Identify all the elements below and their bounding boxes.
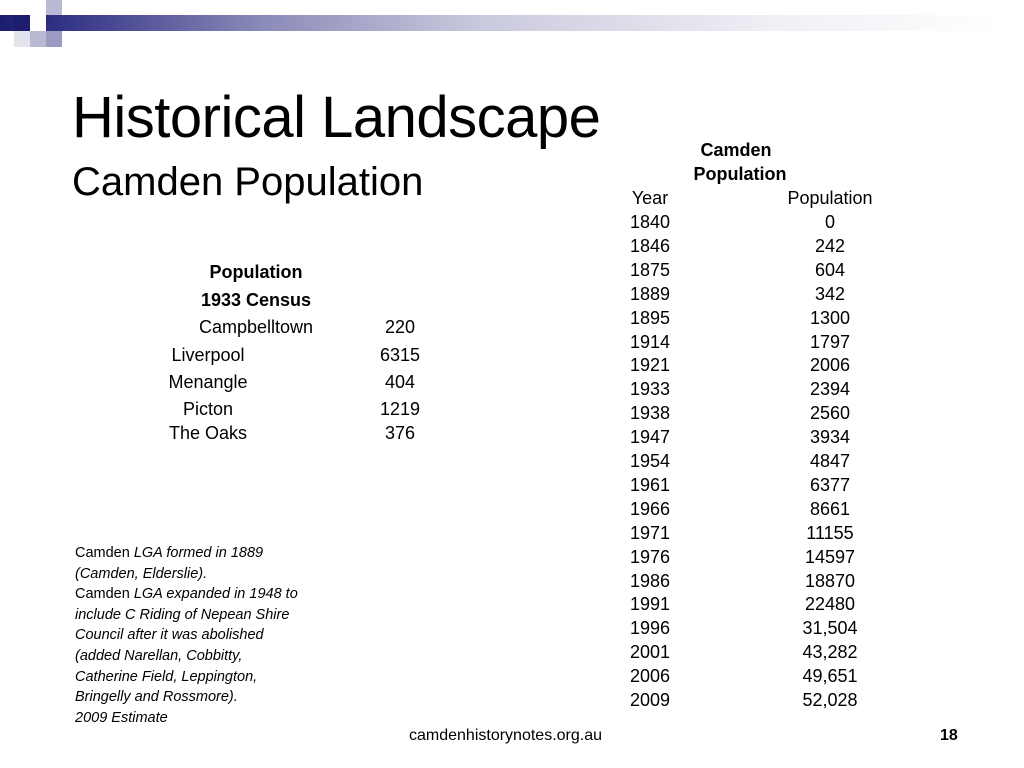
table-cell-population: 18870	[804, 571, 856, 591]
census-heading: 1933 Census	[200, 290, 312, 310]
table-cell-population: 4847	[809, 451, 851, 471]
table-cell-year: 2001	[629, 642, 671, 662]
census-place: Campbelltown	[198, 317, 314, 337]
header-square	[14, 31, 30, 47]
page-number: 18	[940, 727, 958, 744]
header-square	[30, 0, 46, 15]
table-cell-population: 0	[824, 212, 836, 232]
table-cell-population: 31,504	[802, 618, 858, 638]
table-cell-year: 1991	[629, 594, 671, 614]
census-value: 1219	[379, 399, 421, 419]
table-cell-year: 1889	[629, 284, 671, 304]
note-text: (added Narellan, Cobbitty,	[75, 647, 243, 664]
table-cell-population: 49,651	[802, 666, 858, 686]
table-cell-population: 242	[814, 236, 846, 256]
table-cell-population: 22480	[804, 594, 856, 614]
table-cell-year: 1976	[629, 547, 671, 567]
table-cell-population: 2560	[809, 403, 851, 423]
note-line	[75, 605, 375, 626]
table-cell-year: 1933	[629, 379, 671, 399]
table-cell-year: 1986	[629, 571, 671, 591]
note-text: Camden	[75, 545, 134, 561]
note-line	[75, 584, 375, 605]
census-heading: Population	[209, 262, 303, 282]
note-text: LGA formed in 1889	[133, 545, 264, 561]
census-place: Picton	[182, 399, 234, 419]
table-cell-year: 1961	[629, 475, 671, 495]
note-text: LGA expanded in 1948 to	[133, 586, 298, 603]
table-cell-population: 6377	[809, 475, 851, 495]
census-value: 376	[384, 423, 416, 443]
camden-table-heading: Population	[693, 164, 787, 184]
table-cell-year: 1947	[629, 427, 671, 447]
header-square	[14, 15, 30, 31]
table-cell-population: 3934	[809, 427, 851, 447]
column-header-population: Population	[787, 188, 873, 208]
table-cell-year: 1966	[629, 499, 671, 519]
table-cell-population: 43,282	[802, 642, 858, 662]
note-text: Catherine Field, Leppington,	[75, 668, 258, 685]
header-square	[30, 15, 46, 31]
census-place: Liverpool	[171, 345, 245, 365]
note-text: Camden	[75, 586, 134, 603]
table-cell-population: 14597	[804, 547, 856, 567]
slide-title: Historical Landscape	[72, 85, 601, 150]
note-text: Bringelly and Rossmore).	[75, 689, 238, 706]
header-gradient-bar	[0, 15, 1024, 31]
census-value: 404	[384, 372, 416, 392]
table-cell-year: 1914	[629, 332, 671, 352]
table-cell-population: 342	[814, 284, 846, 304]
table-cell-population: 2006	[809, 355, 851, 375]
census-place: The Oaks	[168, 423, 248, 443]
note-line	[75, 543, 375, 564]
census-place: Menangle	[168, 372, 248, 392]
table-cell-year: 1921	[629, 355, 671, 375]
note-line	[75, 625, 375, 646]
note-text: include C Riding of Nepean Shire	[75, 606, 290, 623]
table-cell-year: 2009	[629, 690, 671, 710]
table-cell-population: 2394	[809, 379, 851, 399]
table-cell-population: 8661	[809, 499, 851, 519]
census-value: 6315	[379, 345, 421, 365]
table-cell-year: 1840	[629, 212, 671, 232]
table-cell-population: 11155	[806, 523, 854, 543]
table-cell-year: 1971	[629, 523, 671, 543]
table-cell-population: 52,028	[802, 690, 858, 710]
table-cell-year: 1938	[629, 403, 671, 423]
table-cell-year: 1846	[629, 236, 671, 256]
note-text: (Camden, Elderslie).	[75, 565, 208, 582]
table-cell-population: 1797	[809, 332, 851, 352]
table-cell-population: 1300	[809, 308, 851, 328]
column-header-year: Year	[631, 188, 669, 208]
header-square	[46, 0, 62, 15]
table-cell-year: 2006	[629, 666, 671, 686]
table-cell-year: 1954	[629, 451, 671, 471]
table-cell-year: 1875	[629, 260, 671, 280]
note-line	[75, 646, 375, 667]
camden-table-heading: Camden	[700, 140, 772, 160]
table-cell-population: 604	[814, 260, 846, 280]
note-text: Council after it was abolished	[75, 627, 264, 644]
note-line	[75, 667, 375, 688]
census-value: 220	[384, 317, 416, 337]
note-text: 2009 Estimate	[75, 709, 168, 726]
table-cell-year: 1996	[629, 618, 671, 638]
header-square	[46, 31, 62, 47]
table-cell-year: 1895	[629, 308, 671, 328]
note-line	[75, 564, 375, 585]
header-square	[30, 31, 46, 47]
note-line	[75, 708, 375, 729]
note-line	[75, 687, 375, 708]
footer-website: camdenhistorynotes.org.au	[409, 727, 602, 744]
slide-subtitle: Camden Population	[72, 160, 424, 204]
lga-note	[75, 543, 375, 728]
